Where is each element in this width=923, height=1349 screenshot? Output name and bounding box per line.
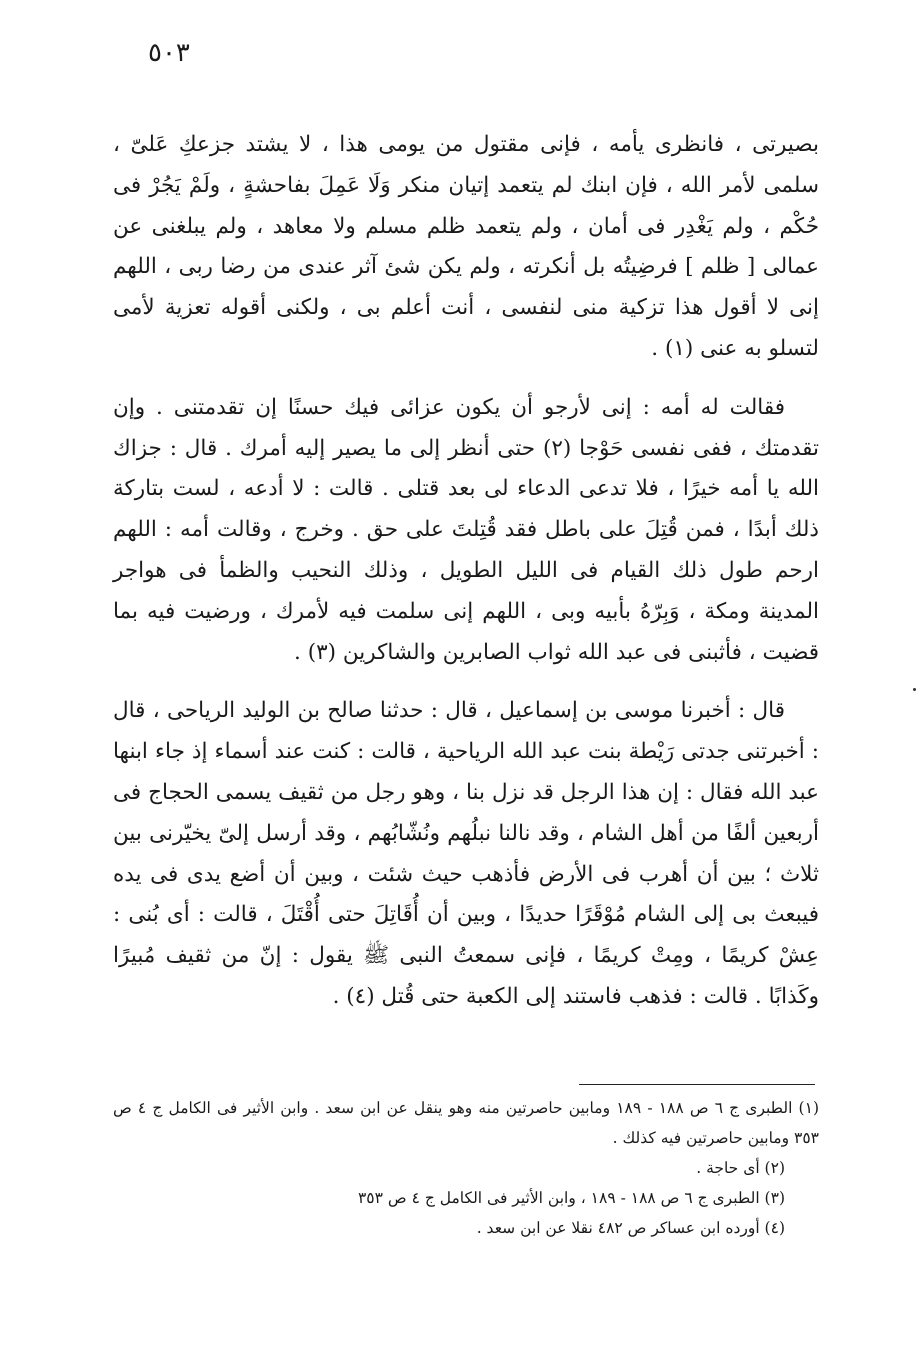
footnote-1: (١) الطبرى ج ٦ ص ١٨٨ - ١٨٩ ومابين حاصرتين منه وهو ينقل عن ابن سعد . وابن الأثير فى الكامل ج ٤ ص ٣٥٣ ومابين حاصرتين فيه كذلك .	[113, 1099, 819, 1147]
paragraph-3: قال : أخبرنا موسى بن إسماعيل ، قال : حدثنا صالح بن الوليد الرياحى ، قال : أخبرتنى جدتى رَيْطة بنت عبد الله الرياحية ، قالت : كنت عند أسماء إذ جاء ابنها عبد الله فقال : إن هذا الرجل قد نزل بنا ، وهو رجل من ثقيف يسمى الحجاج فى أربعين ألفًا من أهل الشام ، وقد نالنا نبلُهم ونُشّابُهم ، وقد أرسل إلىّ يخيّرنى بين ثلاث ؛ بين أن أهرب فى الأرض فأذهب حيث شئت ، وبين أن أضع يدى فى يده فيبعث بى إلى الشام مُوْقَرًا حديدًا ، وبين أن أُقَاتِلَ حتى أُقْتَلَ ، قالت : أى بُنى : عِشْ كريمًا ، ومِتْ كريمًا ، فإنى سمعتُ النبى ﷺ يقول : إنّ من ثقيف مُبيرًا وكَذابًا . قالت : فذهب فاستند إلى الكعبة حتى قُتل (٤) .	[113, 698, 819, 1009]
footnotes	[113, 1093, 819, 1243]
footnote-4: (٤) أورده ابن عساكر ص ٤٨٢ نقلا عن ابن سعد .	[476, 1219, 785, 1237]
main-text	[113, 125, 819, 1036]
footnote-2: (٢) أى حاجة .	[696, 1159, 785, 1177]
page-number: ٥٠٣	[148, 38, 190, 68]
scan-speck	[913, 688, 916, 691]
paragraph-1: بصيرتى ، فانظرى يأمه ، فإنى مقتول من يومى هذا ، لا يشتد جزعكِ عَلىّ ، سلمى لأمر الله ، فإن ابنك لم يتعمد إتيان منكر وَلَا عَمِلَ بفاحشةٍ ، ولَمْ يَجُرْ فى حُكْم ، ولم يَغْدِر فى أمان ، ولم يتعمد ظلم مسلم ولا معاهد ، ولم يبلغنى عن عمالى [ ظلم ] فرضِيتُه بل أنكرته ، ولم يكن شئ آثر عندى من رضا ربى ، اللهم إنى لا أقول هذا تزكية منى لنفسى ، أنت أعلم بى ، ولكنى أقوله تعزية لأمى لتسلو به عنى (١) .	[113, 132, 819, 361]
paragraph-2: فقالت له أمه : إنى لأرجو أن يكون عزائى فيك حسنًا إن تقدمتنى . وإن تقدمتك ، ففى نفسى حَوْجا (٢) حتى أنظر إلى ما يصير إليه أمرك . قال : جزاك الله يا أمه خيرًا ، فلا تدعى الدعاء لى بعد قتلى . قالت : لا أدعه ، لست بتاركة ذلك أبدًا ، فمن قُتِلَ على باطل فقد قُتِلتَ على حق . وخرج ، وقالت أمه : اللهم ارحم طول ذلك القيام فى الليل الطويل ، وذلك النحيب والظمأ فى هواجر المدينة ومكة ، وَبِرّهُ بأبيه وبى ، اللهم إنى سلمت فيه لأمرك ، ورضيت فيه بما قضيت ، فأثبنى فى عبد الله ثواب الصابرين والشاكرين (٣) .	[113, 394, 819, 665]
footnote-divider	[579, 1084, 815, 1085]
footnote-3: (٣) الطبرى ج ٦ ص ١٨٨ - ١٨٩ ، وابن الأثير فى الكامل ج ٤ ص ٣٥٣	[357, 1189, 785, 1207]
